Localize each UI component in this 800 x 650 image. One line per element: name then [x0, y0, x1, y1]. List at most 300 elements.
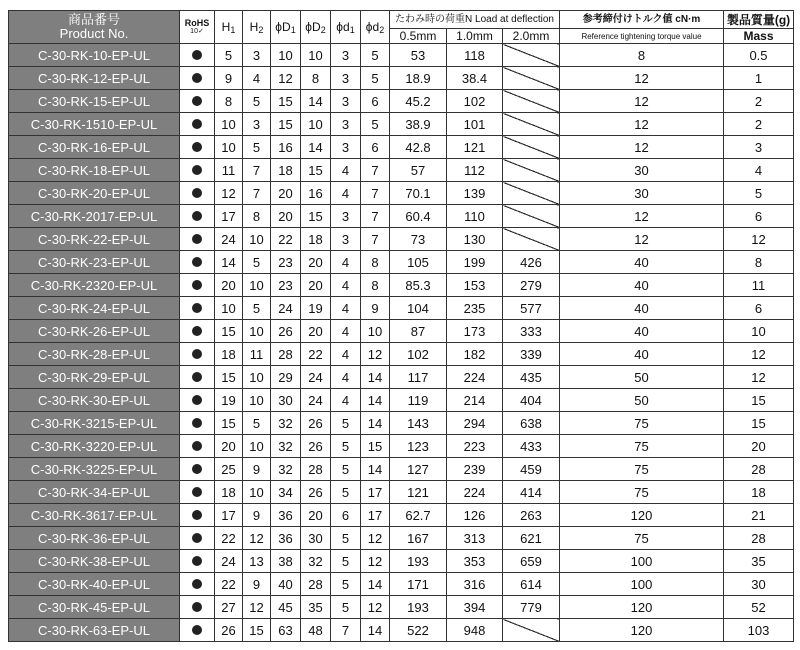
- load-20-empty-cell: [503, 228, 560, 251]
- D2-cell: 28: [301, 573, 331, 596]
- rohs-dot-icon: [192, 234, 202, 244]
- h2-cell: 10: [243, 435, 271, 458]
- torque-cell: 75: [560, 458, 724, 481]
- rohs-cell: [180, 343, 215, 366]
- h2-cell: 5: [243, 251, 271, 274]
- product-no-cell: C-30-RK-1510-EP-UL: [9, 113, 180, 136]
- load-20-cell: 779: [503, 596, 560, 619]
- table-row: [9, 343, 794, 366]
- rohs-dot-icon: [192, 349, 202, 359]
- load-20-cell: 433: [503, 435, 560, 458]
- load-05-cell: 167: [390, 527, 447, 550]
- table-row: [9, 159, 794, 182]
- h2-cell: 10: [243, 320, 271, 343]
- d1-cell: 3: [331, 228, 361, 251]
- D1-cell: 45: [271, 596, 301, 619]
- rohs-dot-icon: [192, 395, 202, 405]
- load-10-cell: 239: [447, 458, 503, 481]
- header-product-jp: 商品番号: [67, 12, 120, 27]
- header-d1: ϕd1: [331, 11, 361, 44]
- table-row: [9, 44, 794, 67]
- h2-cell: 11: [243, 343, 271, 366]
- product-no-cell: C-30-RK-12-EP-UL: [9, 67, 180, 90]
- h1-cell: 22: [215, 527, 243, 550]
- D1-cell: 23: [271, 274, 301, 297]
- rohs-cell: [180, 182, 215, 205]
- load-10-cell: 182: [447, 343, 503, 366]
- rohs-cell: [180, 136, 215, 159]
- h1-cell: 10: [215, 136, 243, 159]
- load-20-empty-cell: [503, 90, 560, 113]
- load-05-cell: 57: [390, 159, 447, 182]
- table-row: [9, 389, 794, 412]
- load-10-cell: 313: [447, 527, 503, 550]
- D1-cell: 32: [271, 435, 301, 458]
- table-row: [9, 90, 794, 113]
- torque-cell: 12: [560, 113, 724, 136]
- d1-cell: 5: [331, 596, 361, 619]
- mass-cell: 15: [724, 412, 794, 435]
- h1-cell: 15: [215, 366, 243, 389]
- mass-cell: 20: [724, 435, 794, 458]
- D1-cell: 29: [271, 366, 301, 389]
- torque-cell: 120: [560, 596, 724, 619]
- d1-cell: 4: [331, 366, 361, 389]
- d1-cell: 4: [331, 320, 361, 343]
- mass-cell: 15: [724, 389, 794, 412]
- h2-cell: 7: [243, 182, 271, 205]
- D1-cell: 32: [271, 412, 301, 435]
- D1-cell: 15: [271, 90, 301, 113]
- D2-cell: 20: [301, 274, 331, 297]
- header-torque-jp: 参考締付けトルク値 cN·m: [560, 11, 724, 29]
- load-05-cell: 60.4: [390, 205, 447, 228]
- load-05-cell: 45.2: [390, 90, 447, 113]
- torque-cell: 40: [560, 251, 724, 274]
- product-no-cell: C-30-RK-30-EP-UL: [9, 389, 180, 412]
- D1-cell: 38: [271, 550, 301, 573]
- rohs-cell: [180, 412, 215, 435]
- table-row: [9, 113, 794, 136]
- rohs-dot-icon: [192, 625, 202, 635]
- mass-cell: 3: [724, 136, 794, 159]
- h2-cell: 5: [243, 297, 271, 320]
- D1-cell: 26: [271, 320, 301, 343]
- torque-cell: 12: [560, 136, 724, 159]
- load-05-cell: 38.9: [390, 113, 447, 136]
- header-product-no: [9, 11, 180, 44]
- load-10-cell: 224: [447, 366, 503, 389]
- rohs-dot-icon: [192, 257, 202, 267]
- d2-cell: 14: [361, 619, 390, 642]
- D2-cell: 22: [301, 343, 331, 366]
- d1-cell: 3: [331, 44, 361, 67]
- mass-cell: 2: [724, 113, 794, 136]
- rohs-dot-icon: [192, 280, 202, 290]
- load-20-empty-cell: [503, 159, 560, 182]
- mass-cell: 1: [724, 67, 794, 90]
- D2-cell: 28: [301, 458, 331, 481]
- load-05-cell: 193: [390, 550, 447, 573]
- mass-cell: 0.5: [724, 44, 794, 67]
- torque-cell: 75: [560, 412, 724, 435]
- table-row: [9, 527, 794, 550]
- load-05-cell: 171: [390, 573, 447, 596]
- table-row: [9, 435, 794, 458]
- D2-cell: 24: [301, 389, 331, 412]
- D1-cell: 22: [271, 228, 301, 251]
- h2-cell: 13: [243, 550, 271, 573]
- d1-cell: 4: [331, 182, 361, 205]
- d2-cell: 5: [361, 44, 390, 67]
- mass-cell: 30: [724, 573, 794, 596]
- D1-cell: 20: [271, 205, 301, 228]
- torque-cell: 75: [560, 481, 724, 504]
- h2-cell: 12: [243, 596, 271, 619]
- h1-cell: 22: [215, 573, 243, 596]
- rohs-dot-icon: [192, 326, 202, 336]
- load-20-cell: 638: [503, 412, 560, 435]
- d1-cell: 5: [331, 550, 361, 573]
- table-body: [9, 44, 794, 642]
- product-no-cell: C-30-RK-22-EP-UL: [9, 228, 180, 251]
- mass-cell: 52: [724, 596, 794, 619]
- d2-cell: 7: [361, 228, 390, 251]
- load-10-cell: 110: [447, 205, 503, 228]
- torque-cell: 12: [560, 67, 724, 90]
- rohs-cell: [180, 481, 215, 504]
- rohs-cell: [180, 297, 215, 320]
- header-h2: H2: [243, 11, 271, 44]
- rohs-dot-icon: [192, 96, 202, 106]
- mass-cell: 6: [724, 205, 794, 228]
- h1-cell: 18: [215, 481, 243, 504]
- torque-cell: 100: [560, 573, 724, 596]
- D2-cell: 24: [301, 366, 331, 389]
- D2-cell: 20: [301, 504, 331, 527]
- D2-cell: 26: [301, 412, 331, 435]
- h2-cell: 9: [243, 573, 271, 596]
- rohs-dot-icon: [192, 441, 202, 451]
- D1-cell: 16: [271, 136, 301, 159]
- D2-cell: 26: [301, 435, 331, 458]
- header-torque-en: Reference tightening torque value: [560, 29, 724, 44]
- h1-cell: 19: [215, 389, 243, 412]
- mass-cell: 18: [724, 481, 794, 504]
- d2-cell: 12: [361, 596, 390, 619]
- load-20-empty-cell: [503, 113, 560, 136]
- load-10-cell: 235: [447, 297, 503, 320]
- h2-cell: 10: [243, 481, 271, 504]
- rohs-dot-icon: [192, 464, 202, 474]
- h1-cell: 20: [215, 274, 243, 297]
- d1-cell: 5: [331, 458, 361, 481]
- load-10-cell: 223: [447, 435, 503, 458]
- header-D1: ϕD1: [271, 11, 301, 44]
- h1-cell: 24: [215, 550, 243, 573]
- mass-cell: 11: [724, 274, 794, 297]
- D1-cell: 32: [271, 458, 301, 481]
- table-row: [9, 573, 794, 596]
- product-no-cell: C-30-RK-23-EP-UL: [9, 251, 180, 274]
- product-no-cell: C-30-RK-26-EP-UL: [9, 320, 180, 343]
- rohs-dot-icon: [192, 487, 202, 497]
- load-20-cell: 659: [503, 550, 560, 573]
- load-05-cell: 53: [390, 44, 447, 67]
- D2-cell: 15: [301, 159, 331, 182]
- d1-cell: 7: [331, 619, 361, 642]
- load-10-cell: 316: [447, 573, 503, 596]
- header-d2: ϕd2: [361, 11, 390, 44]
- table-row: [9, 251, 794, 274]
- product-no-cell: C-30-RK-29-EP-UL: [9, 366, 180, 389]
- product-no-cell: C-30-RK-34-EP-UL: [9, 481, 180, 504]
- rohs-cell: [180, 596, 215, 619]
- rohs-dot-icon: [192, 50, 202, 60]
- header-mass-jp: 製品質量(g): [724, 11, 794, 29]
- rohs-cell: [180, 366, 215, 389]
- header-rohs: [180, 11, 215, 44]
- h2-cell: 8: [243, 205, 271, 228]
- rohs-dot-icon: [192, 510, 202, 520]
- d1-cell: 6: [331, 504, 361, 527]
- h2-cell: 3: [243, 113, 271, 136]
- d1-cell: 5: [331, 435, 361, 458]
- load-05-cell: 73: [390, 228, 447, 251]
- h1-cell: 27: [215, 596, 243, 619]
- product-no-cell: C-30-RK-38-EP-UL: [9, 550, 180, 573]
- D2-cell: 14: [301, 90, 331, 113]
- D1-cell: 30: [271, 389, 301, 412]
- h2-cell: 10: [243, 366, 271, 389]
- rohs-cell: [180, 320, 215, 343]
- load-10-cell: 153: [447, 274, 503, 297]
- h1-cell: 24: [215, 228, 243, 251]
- header-load-05: 0.5mm: [390, 29, 447, 44]
- table-row: [9, 182, 794, 205]
- load-10-cell: 948: [447, 619, 503, 642]
- rohs-cell: [180, 228, 215, 251]
- torque-cell: 12: [560, 90, 724, 113]
- D1-cell: 18: [271, 159, 301, 182]
- d1-cell: 4: [331, 251, 361, 274]
- rohs-dot-icon: [192, 165, 202, 175]
- D1-cell: 34: [271, 481, 301, 504]
- product-no-cell: C-30-RK-45-EP-UL: [9, 596, 180, 619]
- D2-cell: 18: [301, 228, 331, 251]
- load-20-cell: 333: [503, 320, 560, 343]
- torque-cell: 12: [560, 228, 724, 251]
- load-20-cell: 459: [503, 458, 560, 481]
- mass-cell: 12: [724, 343, 794, 366]
- h1-cell: 25: [215, 458, 243, 481]
- load-05-cell: 127: [390, 458, 447, 481]
- load-05-cell: 522: [390, 619, 447, 642]
- rohs-dot-icon: [192, 119, 202, 129]
- h2-cell: 5: [243, 412, 271, 435]
- h1-cell: 15: [215, 320, 243, 343]
- d2-cell: 12: [361, 550, 390, 573]
- spec-table: [8, 10, 794, 642]
- load-05-cell: 42.8: [390, 136, 447, 159]
- d2-cell: 5: [361, 113, 390, 136]
- rohs-cell: [180, 90, 215, 113]
- spec-table-container: [8, 10, 794, 642]
- D1-cell: 36: [271, 504, 301, 527]
- load-20-cell: 414: [503, 481, 560, 504]
- h1-cell: 18: [215, 343, 243, 366]
- d2-cell: 14: [361, 573, 390, 596]
- mass-cell: 21: [724, 504, 794, 527]
- load-10-cell: 118: [447, 44, 503, 67]
- D2-cell: 19: [301, 297, 331, 320]
- torque-cell: 75: [560, 435, 724, 458]
- D2-cell: 8: [301, 67, 331, 90]
- load-20-cell: 279: [503, 274, 560, 297]
- d1-cell: 5: [331, 412, 361, 435]
- rohs-dot-icon: [192, 533, 202, 543]
- h1-cell: 5: [215, 44, 243, 67]
- table-row: [9, 136, 794, 159]
- product-no-cell: C-30-RK-24-EP-UL: [9, 297, 180, 320]
- torque-cell: 30: [560, 182, 724, 205]
- load-20-cell: 404: [503, 389, 560, 412]
- torque-cell: 40: [560, 343, 724, 366]
- load-05-cell: 62.7: [390, 504, 447, 527]
- d2-cell: 5: [361, 67, 390, 90]
- d2-cell: 15: [361, 435, 390, 458]
- h1-cell: 20: [215, 435, 243, 458]
- h1-cell: 14: [215, 251, 243, 274]
- product-no-cell: C-30-RK-3220-EP-UL: [9, 435, 180, 458]
- product-no-cell: C-30-RK-28-EP-UL: [9, 343, 180, 366]
- load-10-cell: 112: [447, 159, 503, 182]
- load-10-cell: 38.4: [447, 67, 503, 90]
- D2-cell: 10: [301, 113, 331, 136]
- D2-cell: 20: [301, 320, 331, 343]
- load-20-empty-cell: [503, 44, 560, 67]
- d1-cell: 4: [331, 274, 361, 297]
- torque-cell: 120: [560, 619, 724, 642]
- load-05-cell: 18.9: [390, 67, 447, 90]
- d2-cell: 8: [361, 274, 390, 297]
- d2-cell: 7: [361, 182, 390, 205]
- h2-cell: 15: [243, 619, 271, 642]
- load-05-cell: 143: [390, 412, 447, 435]
- h2-cell: 12: [243, 527, 271, 550]
- h2-cell: 5: [243, 136, 271, 159]
- load-20-empty-cell: [503, 619, 560, 642]
- torque-cell: 50: [560, 366, 724, 389]
- h2-cell: 7: [243, 159, 271, 182]
- rohs-cell: [180, 113, 215, 136]
- d2-cell: 14: [361, 366, 390, 389]
- load-10-cell: 214: [447, 389, 503, 412]
- D2-cell: 48: [301, 619, 331, 642]
- torque-cell: 40: [560, 274, 724, 297]
- D2-cell: 32: [301, 550, 331, 573]
- d2-cell: 12: [361, 343, 390, 366]
- rohs-cell: [180, 435, 215, 458]
- table-row: [9, 458, 794, 481]
- rohs-cell: [180, 159, 215, 182]
- rohs-cell: [180, 573, 215, 596]
- mass-cell: 103: [724, 619, 794, 642]
- d2-cell: 14: [361, 412, 390, 435]
- mass-cell: 8: [724, 251, 794, 274]
- D2-cell: 16: [301, 182, 331, 205]
- h1-cell: 15: [215, 412, 243, 435]
- h2-cell: 10: [243, 274, 271, 297]
- load-10-cell: 199: [447, 251, 503, 274]
- d2-cell: 17: [361, 504, 390, 527]
- product-no-cell: C-30-RK-15-EP-UL: [9, 90, 180, 113]
- load-05-cell: 193: [390, 596, 447, 619]
- h2-cell: 9: [243, 458, 271, 481]
- D2-cell: 26: [301, 481, 331, 504]
- load-05-cell: 70.1: [390, 182, 447, 205]
- d2-cell: 6: [361, 136, 390, 159]
- d1-cell: 3: [331, 67, 361, 90]
- torque-cell: 40: [560, 297, 724, 320]
- D2-cell: 14: [301, 136, 331, 159]
- table-row: [9, 297, 794, 320]
- header-load-title: たわみ時の荷重N Load at deflection: [390, 11, 560, 29]
- load-20-cell: 614: [503, 573, 560, 596]
- D1-cell: 28: [271, 343, 301, 366]
- rohs-cell: [180, 619, 215, 642]
- rohs-cell: [180, 389, 215, 412]
- D2-cell: 15: [301, 205, 331, 228]
- table-row: [9, 481, 794, 504]
- load-10-cell: 173: [447, 320, 503, 343]
- torque-cell: 100: [560, 550, 724, 573]
- mass-cell: 12: [724, 366, 794, 389]
- D2-cell: 35: [301, 596, 331, 619]
- table-row: [9, 205, 794, 228]
- table-row: [9, 504, 794, 527]
- load-10-cell: 394: [447, 596, 503, 619]
- mass-cell: 4: [724, 159, 794, 182]
- load-20-cell: 339: [503, 343, 560, 366]
- rohs-cell: [180, 527, 215, 550]
- mass-cell: 28: [724, 527, 794, 550]
- rohs-cell: [180, 251, 215, 274]
- product-no-cell: C-30-RK-10-EP-UL: [9, 44, 180, 67]
- load-05-cell: 123: [390, 435, 447, 458]
- h1-cell: 12: [215, 182, 243, 205]
- product-no-cell: C-30-RK-3617-EP-UL: [9, 504, 180, 527]
- h1-cell: 11: [215, 159, 243, 182]
- load-20-empty-cell: [503, 136, 560, 159]
- d2-cell: 14: [361, 458, 390, 481]
- d2-cell: 7: [361, 205, 390, 228]
- rohs-dot-icon: [192, 556, 202, 566]
- load-05-cell: 85.3: [390, 274, 447, 297]
- d2-cell: 12: [361, 527, 390, 550]
- torque-cell: 12: [560, 205, 724, 228]
- table-row: [9, 228, 794, 251]
- rohs-cell: [180, 458, 215, 481]
- product-no-cell: C-30-RK-3225-EP-UL: [9, 458, 180, 481]
- rohs-cell: [180, 44, 215, 67]
- product-no-cell: C-30-RK-18-EP-UL: [9, 159, 180, 182]
- load-10-cell: 130: [447, 228, 503, 251]
- h2-cell: 3: [243, 44, 271, 67]
- D1-cell: 20: [271, 182, 301, 205]
- d1-cell: 3: [331, 136, 361, 159]
- rohs-cell: [180, 205, 215, 228]
